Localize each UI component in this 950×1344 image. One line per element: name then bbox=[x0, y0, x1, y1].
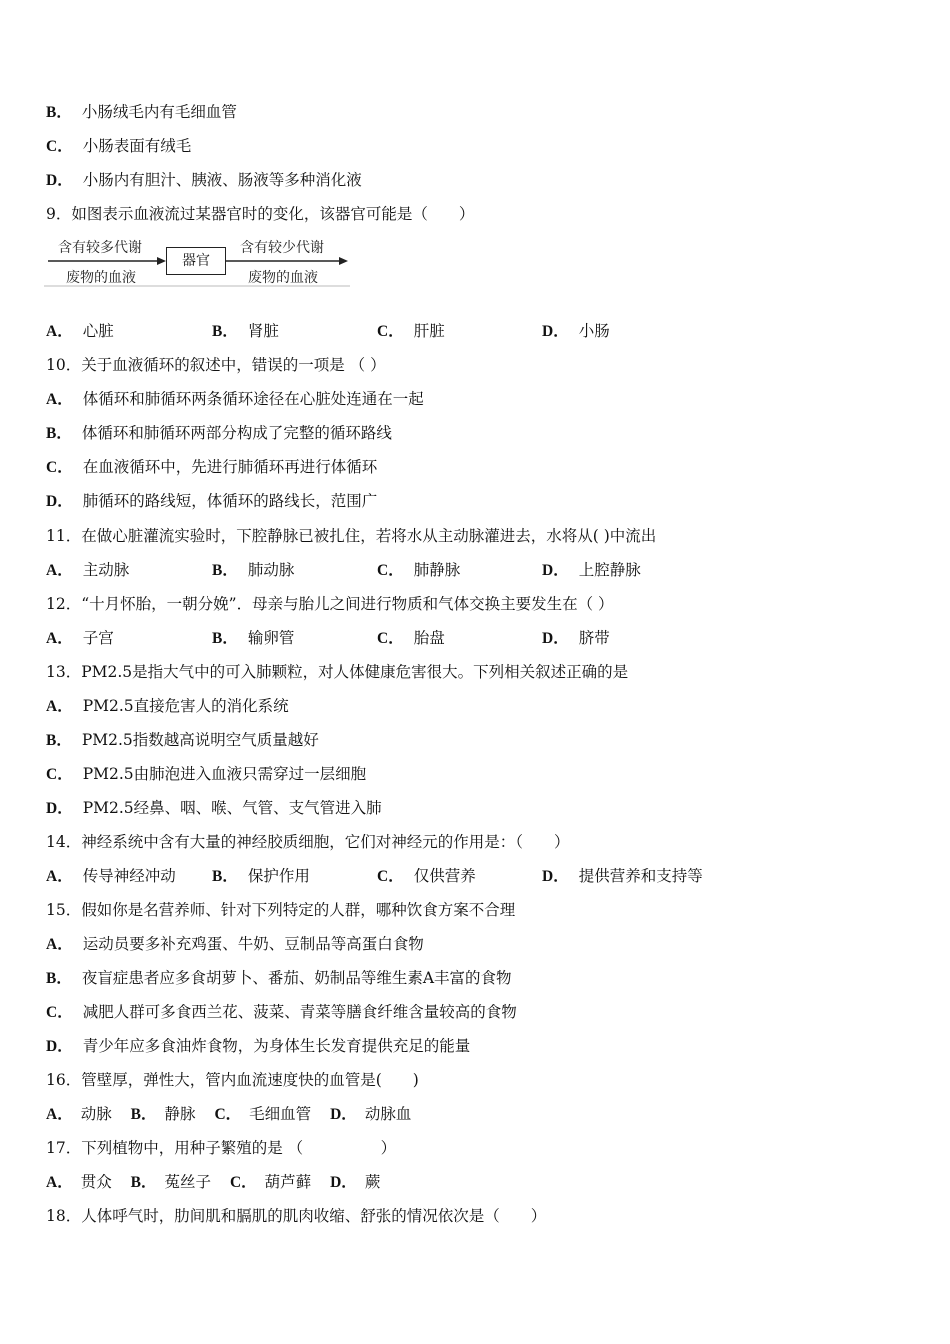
q15-option-b: B． 夜盲症患者应多食胡萝卜、番茄、奶制品等维生素A丰富的食物 bbox=[46, 969, 512, 987]
q10-option-a: A． 体循环和肺循环两条循环途径在心脏处连通在一起 bbox=[46, 390, 424, 408]
q8-option-c: C． 小肠表面有绒毛 bbox=[46, 137, 192, 155]
q16-option-b: B． 静脉 bbox=[130, 1105, 196, 1123]
q10-stem: 10．关于血液循环的叙述中，错误的一项是 （ ） bbox=[46, 356, 386, 374]
q9-stem: 9．如图表示血液流过某器官时的变化，该器官可能是（ ） bbox=[46, 205, 475, 223]
q17-stem: 17．下列植物中，用种子繁殖的是 （ ） bbox=[46, 1139, 397, 1157]
q17-option-c: C． 葫芦藓 bbox=[229, 1173, 312, 1191]
diagram-left-top: 含有较多代谢 bbox=[58, 240, 142, 256]
q17-option-a: A． 贯众 bbox=[46, 1173, 112, 1191]
q15-option-c: C． 减肥人群可多食西兰花、菠菜、青菜等膳食纤维含量较高的食物 bbox=[46, 1003, 517, 1021]
q14-options bbox=[46, 866, 766, 886]
q15-option-d: D． 青少年应多食油炸食物，为身体生长发育提供充足的能量 bbox=[46, 1037, 471, 1055]
q12-option-b: B． 输卵管 bbox=[212, 629, 295, 647]
q15-stem: 15．假如你是名营养师、针对下列特定的人群，哪种饮食方案不合理 bbox=[46, 901, 516, 919]
q10-option-d: D． 肺循环的路线短，体循环的路线长，范围广 bbox=[46, 492, 378, 510]
diagram-left-bottom: 废物的血液 bbox=[66, 270, 136, 286]
q13-option-d: D． PM2.5经鼻、咽、喉、气管、支气管进入肺 bbox=[46, 799, 382, 817]
q9-options bbox=[46, 321, 746, 341]
q13-stem: 13．PM2.5是指大气中的可入肺颗粒，对人体健康危害很大。下列相关叙述正确的是 bbox=[46, 663, 629, 681]
q17-options bbox=[46, 1172, 380, 1193]
q12-option-c: C． 胎盘 bbox=[377, 629, 445, 647]
diagram-organ-box: 器官 bbox=[166, 247, 226, 275]
q16-option-a: A． 动脉 bbox=[46, 1105, 112, 1123]
q10-option-b: B． 体循环和肺循环两部分构成了完整的循环路线 bbox=[46, 424, 392, 442]
q16-options bbox=[46, 1104, 411, 1125]
diagram-right-top: 含有较少代谢 bbox=[240, 240, 324, 256]
diagram-right-bottom: 废物的血液 bbox=[248, 270, 318, 286]
q9-diagram bbox=[44, 234, 354, 290]
q8-option-b: B． 小肠绒毛内有毛细血管 bbox=[46, 103, 237, 121]
q17-option-b: B． 菟丝子 bbox=[130, 1173, 212, 1191]
q10-option-c: C． 在血液循环中，先进行肺循环再进行体循环 bbox=[46, 458, 378, 476]
q12-stem: 12．“十月怀胎，一朝分娩”．母亲与胎儿之间进行物质和气体交换主要发生在（ ） bbox=[46, 595, 614, 613]
q13-option-b: B． PM2.5指数越高说明空气质量越好 bbox=[46, 731, 319, 749]
q9-option-a: A． 心脏 bbox=[46, 322, 114, 340]
q16-option-c: C． 毛细血管 bbox=[214, 1105, 312, 1123]
q12-options bbox=[46, 628, 746, 648]
q11-option-d: D． 上腔静脉 bbox=[542, 561, 641, 579]
q17-option-d: D． 蕨 bbox=[330, 1173, 381, 1191]
q16-option-d: D． 动脉血 bbox=[330, 1105, 412, 1123]
q14-option-a: A． 传导神经冲动 bbox=[46, 867, 176, 885]
q18-stem: 18．人体呼气时，肋间肌和膈肌的肌肉收缩、舒张的情况依次是（ ） bbox=[46, 1207, 547, 1225]
q11-option-b: B． 肺动脉 bbox=[212, 561, 295, 579]
q12-option-a: A． 子宫 bbox=[46, 629, 114, 647]
q9-option-b: B． 肾脏 bbox=[212, 322, 279, 340]
q14-stem: 14．神经系统中含有大量的神经胶质细胞，它们对神经元的作用是：（ ） bbox=[46, 833, 570, 851]
q11-option-c: C． 肺静脉 bbox=[377, 561, 461, 579]
q9-option-d: D． 小肠 bbox=[542, 322, 610, 340]
q11-stem: 11．在做心脏灌流实验时，下腔静脉已被扎住，若将水从主动脉灌进去，水将从( )中流出 bbox=[46, 527, 657, 545]
q11-options bbox=[46, 560, 746, 580]
q9-option-c: C． 肝脏 bbox=[377, 322, 445, 340]
q16-stem: 16．管壁厚，弹性大，管内血流速度快的血管是( ) bbox=[46, 1071, 419, 1089]
diagram-arrows bbox=[44, 234, 354, 290]
q8-option-d: D． 小肠内有胆汁、胰液、肠液等多种消化液 bbox=[46, 171, 362, 189]
q15-option-a: A． 运动员要多补充鸡蛋、牛奶、豆制品等高蛋白食物 bbox=[46, 935, 424, 953]
q12-option-d: D． 脐带 bbox=[542, 629, 610, 647]
q13-option-a: A． PM2.5直接危害人的消化系统 bbox=[46, 697, 289, 715]
q14-option-d: D． 提供营养和支持等 bbox=[542, 867, 703, 885]
q13-option-c: C． PM2.5由肺泡进入血液只需穿过一层细胞 bbox=[46, 765, 367, 783]
q14-option-b: B． 保护作用 bbox=[212, 867, 310, 885]
q11-option-a: A． 主动脉 bbox=[46, 561, 130, 579]
q14-option-c: C． 仅供营养 bbox=[377, 867, 476, 885]
